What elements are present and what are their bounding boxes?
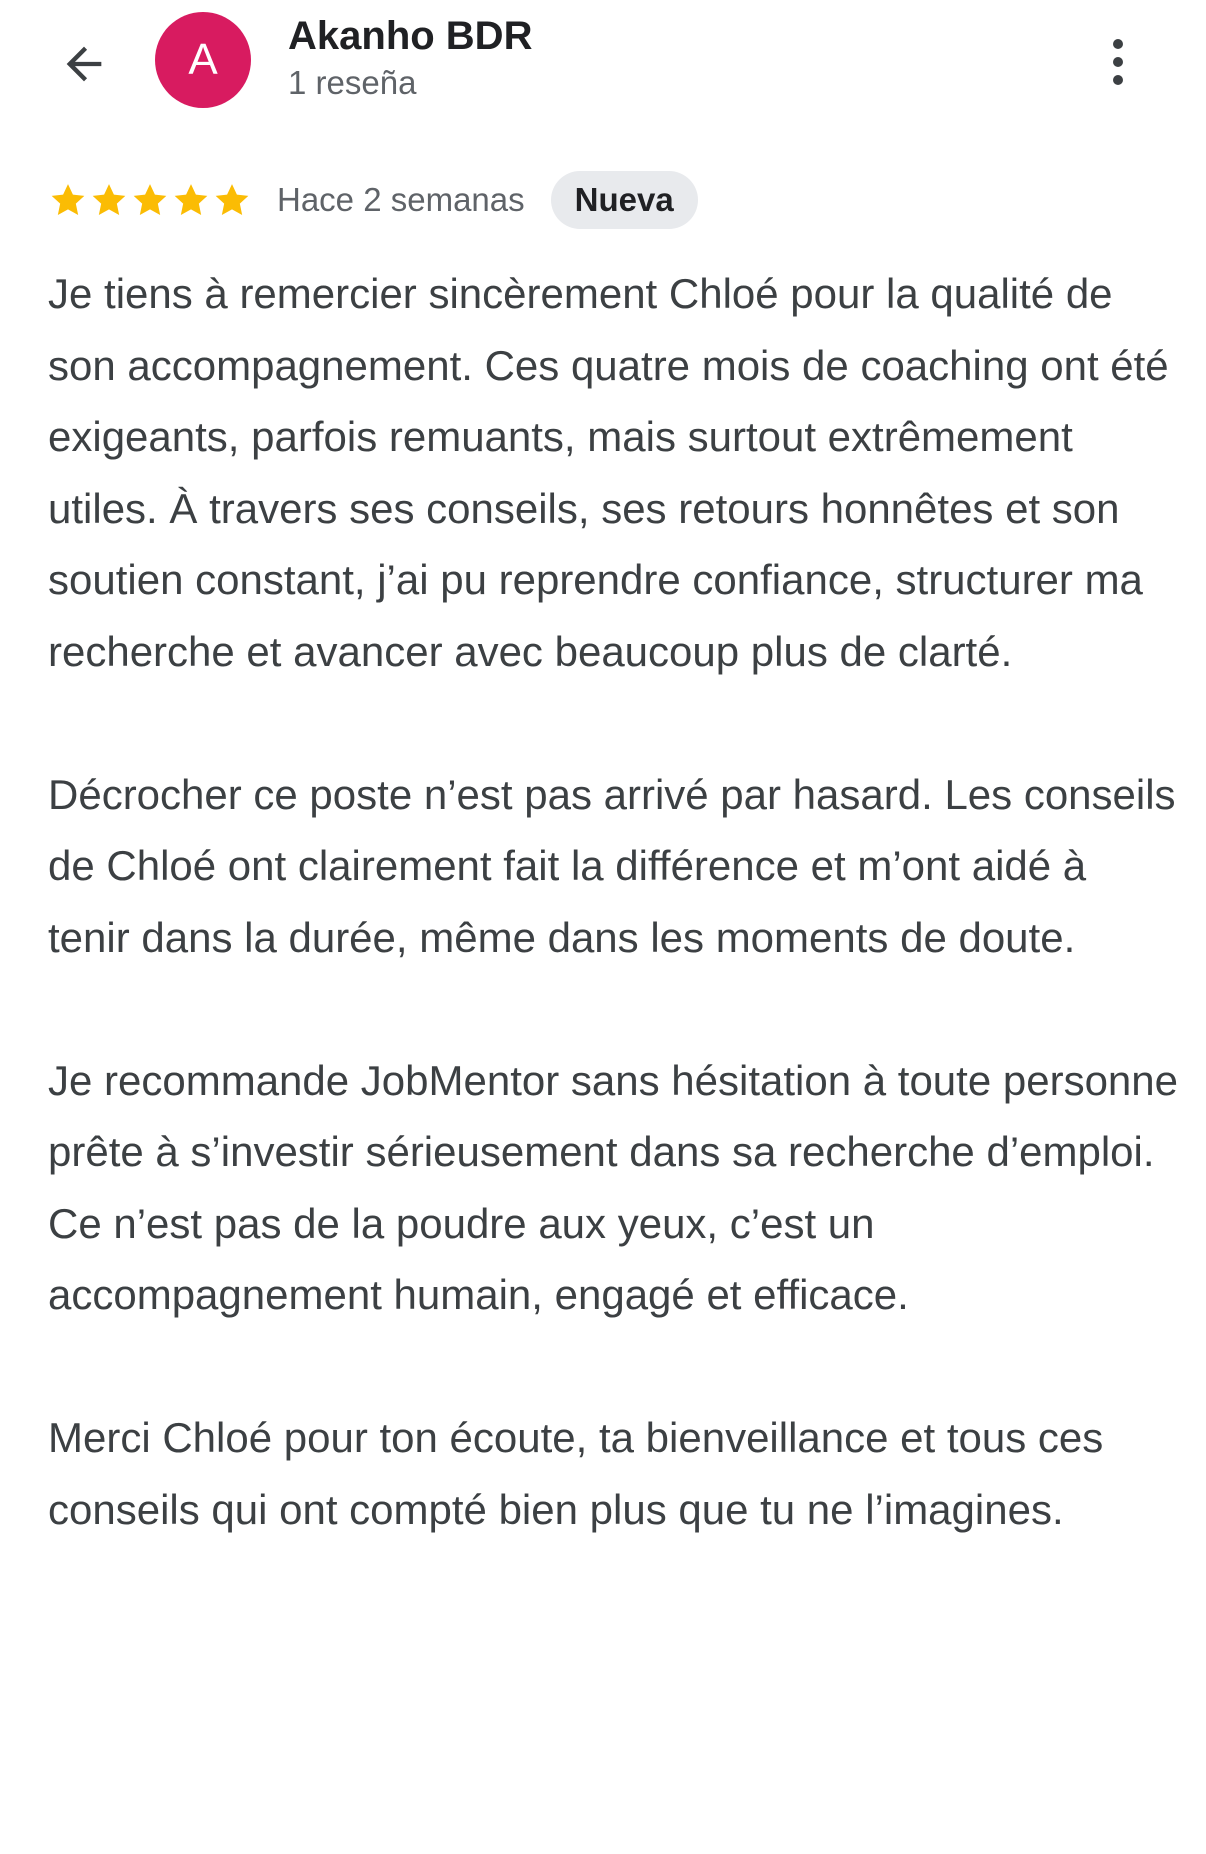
- review-paragraph: Décrocher ce poste n’est pas arrivé par hasard. Les conseils de Chloé ont clairement fait la différence et m’ont aidé à tenir dans la durée, même dans les moments de doute.: [48, 770, 1176, 961]
- more-options-button[interactable]: [1090, 26, 1146, 98]
- arrow-back-icon: [58, 38, 110, 90]
- star-rating: [48, 180, 253, 220]
- review-paragraph: Je recommande JobMentor sans hésitation à toute personne prête à s’investir sérieusement dans sa recherche d’emploi. Ce n’est pas de la poudre aux yeux, c’est un accompagnement humain, engagé et efficace.: [48, 1056, 1179, 1318]
- more-vert-icon: [1113, 35, 1123, 89]
- back-button[interactable]: [48, 28, 120, 100]
- star-icon: [89, 180, 129, 220]
- review-paragraph: Merci Chloé pour ton écoute, ta bienveillance et tous ces conseils qui ont compté bien plus que tu ne l’imagines.: [48, 1414, 1104, 1533]
- avatar-letter: A: [188, 35, 218, 84]
- star-icon: [212, 180, 252, 220]
- avatar[interactable]: [155, 12, 251, 108]
- review-text: [48, 258, 1178, 1545]
- star-icon: [130, 180, 170, 220]
- star-icon: [171, 180, 211, 220]
- review-header: [0, 0, 1206, 120]
- review-paragraph: Je tiens à remercier sincèrement Chloé pour la qualité de son accompagnement. Ces quatre mois de coaching ont été exigeants, parfois remuants, mais surtout extrêmement utiles. À travers ses conseils, ses retours honnêtes et son soutien constant, j’ai pu reprendre confiance, structurer ma recherche et avancer avec beaucoup plus de clarté.: [48, 270, 1169, 675]
- reviewer-name[interactable]: Akanho BDR: [288, 14, 533, 58]
- star-icon: [48, 180, 88, 220]
- review-count: 1 reseña: [288, 64, 417, 101]
- new-badge: Nueva: [551, 171, 698, 229]
- review-meta-row: [48, 168, 698, 232]
- review-date: Hace 2 semanas: [277, 181, 525, 218]
